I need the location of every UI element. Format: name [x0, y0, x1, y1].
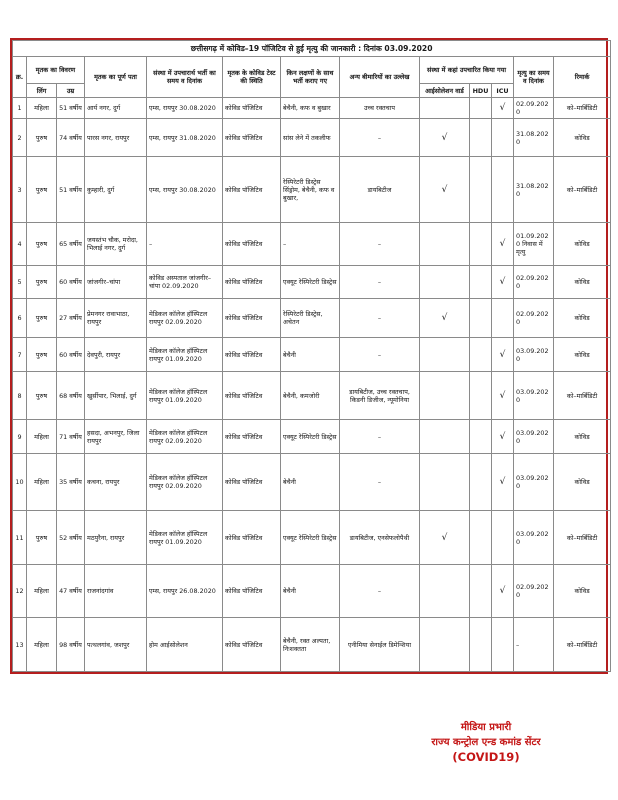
cell-test: कोविड पॉजिटिव [223, 565, 281, 618]
cell-death: 03.09.2020 [514, 511, 554, 565]
cell-address: हसदा, अभनपुर, जिला रायपुर [85, 420, 147, 454]
cell-age: 51 वर्षीय [57, 157, 85, 223]
table-row [13, 98, 611, 119]
cell-hdu [470, 454, 492, 511]
cell-gender: महिला [27, 454, 57, 511]
cell-no: 8 [13, 372, 27, 420]
cell-test: कोविड पॉजिटिव [223, 618, 281, 672]
cell-test: कोविड पॉजिटिव [223, 223, 281, 266]
cell-icu: √ [492, 98, 514, 119]
cell-iso [420, 98, 470, 119]
cell-no: 6 [13, 299, 27, 338]
cell-age: 65 वर्षीय [57, 223, 85, 266]
cell-age: 52 वर्षीय [57, 511, 85, 565]
cell-death: 31.08.2020 [514, 119, 554, 157]
cell-remark: कोविड [554, 119, 611, 157]
cell-death: 31.08.2020 [514, 157, 554, 223]
cell-symptoms: बेचैनी, रक्त अल्पता, निःशक्तता [281, 618, 340, 672]
cell-test: कोविड पॉजिटिव [223, 299, 281, 338]
header-symptoms: किन लक्षणों के साथ भर्ती कराए गए [281, 57, 340, 98]
cell-hdu [470, 618, 492, 672]
cell-symptoms: एक्यूट रेस्पिरेटरी डिस्ट्रेस [281, 420, 340, 454]
cell-address: प्रेमनगर रावाभाठा, रायपुर [85, 299, 147, 338]
cell-other: – [340, 266, 420, 299]
cell-admission: मेडिकल कॉलेज हॉस्पिटल रायपुर 02.09.2020 [147, 454, 223, 511]
cell-gender: पुरुष [27, 372, 57, 420]
cell-address: पारस नगर, रायपुर [85, 119, 147, 157]
cell-icu [492, 299, 514, 338]
cell-iso [420, 338, 470, 372]
cell-death: 03.09.2020 [514, 372, 554, 420]
header-age: उम्र [57, 84, 85, 98]
cell-remark: कोविड [554, 420, 611, 454]
cell-no: 2 [13, 119, 27, 157]
cell-hdu [470, 157, 492, 223]
deaths-report-table [12, 40, 611, 672]
cell-symptoms: बेचैनी [281, 454, 340, 511]
cell-iso: √ [420, 299, 470, 338]
cell-symptoms: रेस्पिरेटरी डिस्ट्रेस सिंड्रोम, बेचैनी, कफ व बुखार, [281, 157, 340, 223]
table-row [13, 119, 611, 157]
cell-symptoms: बेचैनी, कमजोरी [281, 372, 340, 420]
cell-remark: को–मार्बिडिटी [554, 511, 611, 565]
cell-remark: को–मार्बिडिटी [554, 372, 611, 420]
cell-icu: √ [492, 223, 514, 266]
cell-iso [420, 454, 470, 511]
cell-admission: एम्स, रायपुर 31.08.2020 [147, 119, 223, 157]
cell-remark: को–मार्बिडिटी [554, 98, 611, 119]
cell-iso: √ [420, 119, 470, 157]
cell-gender: पुरुष [27, 299, 57, 338]
header-address: मृतक का पूर्ण पता [85, 57, 147, 98]
cell-admission: एम्स, रायपुर 26.08.2020 [147, 565, 223, 618]
cell-remark: कोविड [554, 223, 611, 266]
cell-symptoms: – [281, 223, 340, 266]
cell-icu: √ [492, 565, 514, 618]
cell-hdu [470, 338, 492, 372]
cell-hdu [470, 299, 492, 338]
cell-death: 03.09.2020 [514, 454, 554, 511]
cell-admission: होम आईसोलेशन [147, 618, 223, 672]
header-hdu: HDU [470, 84, 492, 98]
header-gender: लिंग [27, 84, 57, 98]
cell-no: 5 [13, 266, 27, 299]
cell-iso [420, 420, 470, 454]
cell-gender: महिला [27, 98, 57, 119]
cell-age: 68 वर्षीय [57, 372, 85, 420]
cell-address: खुर्सीपार, भिलाई, दुर्ग [85, 372, 147, 420]
footer-control-center: राज्य कन्ट्रोल एन्ड कमांड सेंटर [431, 737, 541, 748]
cell-iso: √ [420, 157, 470, 223]
cell-gender: महिला [27, 420, 57, 454]
deaths-report-table-frame [10, 38, 608, 674]
cell-no: 13 [13, 618, 27, 672]
table-row [13, 420, 611, 454]
cell-icu [492, 618, 514, 672]
cell-other: – [340, 420, 420, 454]
cell-icu: √ [492, 372, 514, 420]
header-deceased-detail: मृतक का विवरण [27, 57, 85, 84]
cell-test: कोविड पॉजिटिव [223, 454, 281, 511]
cell-other: – [340, 223, 420, 266]
cell-other: डायबिटीज [340, 157, 420, 223]
cell-remark: को–मार्बिडिटी [554, 618, 611, 672]
header-admission: संस्था में उपचारार्थ भर्ती का समय व दिनांक [147, 57, 223, 98]
cell-hdu [470, 372, 492, 420]
cell-symptoms: एक्यूट रेस्पिरेटरी डिस्ट्रेस [281, 266, 340, 299]
cell-gender: महिला [27, 565, 57, 618]
cell-no: 10 [13, 454, 27, 511]
cell-age: 51 वर्षीय [57, 98, 85, 119]
cell-address: पत्थलगांव, जशपुर [85, 618, 147, 672]
cell-symptoms: बेचैनी [281, 565, 340, 618]
footer-media-incharge: मीडिया प्रभारी [460, 722, 512, 733]
cell-address: आर्य नगर, दुर्ग [85, 98, 147, 119]
cell-test: कोविड पॉजिटिव [223, 372, 281, 420]
cell-gender: पुरुष [27, 338, 57, 372]
table-row [13, 157, 611, 223]
header-treated-where: संस्था में कहां उपचारित किया गया [420, 57, 514, 84]
cell-test: कोविड पॉजिटिव [223, 266, 281, 299]
cell-other: डायबिटीज, एनसेफलोपैथी [340, 511, 420, 565]
header-remark: रिमार्क [554, 57, 611, 98]
header-sno: क्र. [13, 57, 27, 98]
cell-icu: √ [492, 420, 514, 454]
cell-icu: √ [492, 266, 514, 299]
cell-icu [492, 511, 514, 565]
cell-admission: मेडिकल कॉलेज हॉस्पिटल रायपुर 01.09.2020 [147, 338, 223, 372]
report-title: छत्तीसगढ़ में कोविड–19 पॉजिटिव से हुई मृत्यु की जानकारी : दिनांक 03.09.2020 [13, 41, 611, 57]
cell-hdu [470, 266, 492, 299]
header-test-status: मृतक के कोविड टेस्ट की स्थिति [223, 57, 281, 98]
cell-other: उच्च रक्तचाप [340, 98, 420, 119]
cell-test: कोविड पॉजिटिव [223, 511, 281, 565]
header-icu: ICU [492, 84, 514, 98]
cell-icu [492, 157, 514, 223]
cell-age: 27 वर्षीय [57, 299, 85, 338]
cell-gender: पुरुष [27, 266, 57, 299]
table-body [13, 98, 611, 672]
cell-other: – [340, 454, 420, 511]
cell-icu: √ [492, 338, 514, 372]
cell-remark: कोविड [554, 338, 611, 372]
cell-icu: √ [492, 454, 514, 511]
cell-test: कोविड पॉजिटिव [223, 157, 281, 223]
cell-symptoms: बेचैनी [281, 338, 340, 372]
cell-death: 03.09.2020 [514, 338, 554, 372]
cell-address: मठपुरैना, रायपुर [85, 511, 147, 565]
cell-death: – [514, 618, 554, 672]
cell-no: 1 [13, 98, 27, 119]
cell-symptoms: बेचैनी, कफ व बुखार [281, 98, 340, 119]
header-death-time: मृत्यु का समय व दिनांक [514, 57, 554, 98]
cell-symptoms: रेस्पिरेटरी डिस्ट्रेस, अचेतन [281, 299, 340, 338]
cell-age: 71 वर्षीय [57, 420, 85, 454]
signature-block [396, 720, 576, 765]
table-row [13, 454, 611, 511]
cell-age: 74 वर्षीय [57, 119, 85, 157]
cell-address: राजनांदगांव [85, 565, 147, 618]
cell-death: 02.09.2020 [514, 266, 554, 299]
cell-no: 12 [13, 565, 27, 618]
cell-iso [420, 618, 470, 672]
cell-other: – [340, 119, 420, 157]
cell-admission: मेडिकल कॉलेज हॉस्पिटल रायपुर 01.09.2020 [147, 372, 223, 420]
header-isolation-ward: आईसोलेशन वार्ड [420, 84, 470, 98]
cell-admission: – [147, 223, 223, 266]
cell-iso: √ [420, 511, 470, 565]
cell-iso [420, 266, 470, 299]
cell-age: 35 वर्षीय [57, 454, 85, 511]
cell-address: जांजगीर–चांपा [85, 266, 147, 299]
cell-iso [420, 372, 470, 420]
cell-death: 02.09.2020 [514, 299, 554, 338]
cell-gender: पुरुष [27, 157, 57, 223]
cell-admission: मेडिकल कॉलेज हॉस्पिटल रायपुर 02.09.2020 [147, 299, 223, 338]
cell-iso [420, 565, 470, 618]
cell-remark: कोविड [554, 266, 611, 299]
table-row [13, 511, 611, 565]
cell-age: 98 वर्षीय [57, 618, 85, 672]
cell-no: 9 [13, 420, 27, 454]
cell-age: 60 वर्षीय [57, 338, 85, 372]
cell-hdu [470, 420, 492, 454]
cell-gender: महिला [27, 618, 57, 672]
cell-admission: मेडिकल कॉलेज हॉस्पिटल रायपुर 02.09.2020 [147, 420, 223, 454]
cell-no: 4 [13, 223, 27, 266]
cell-death: 01.09.2020 निवास में मृत्यु [514, 223, 554, 266]
cell-death: 02.09.2020 [514, 98, 554, 119]
cell-other: – [340, 299, 420, 338]
cell-remark: को–मार्बिडिटी [554, 157, 611, 223]
cell-test: कोविड पॉजिटिव [223, 420, 281, 454]
cell-hdu [470, 119, 492, 157]
cell-age: 60 वर्षीय [57, 266, 85, 299]
cell-other: – [340, 338, 420, 372]
cell-test: कोविड पॉजिटिव [223, 338, 281, 372]
cell-hdu [470, 98, 492, 119]
cell-other: एनीमिया सेनाईल डिमेन्शिया [340, 618, 420, 672]
cell-other: डायबिटीज, उच्च रक्तचाप, किडनी डिजीज, न्यूमोनिया [340, 372, 420, 420]
cell-other: – [340, 565, 420, 618]
header-other-illness: अन्य बीमारियों का उल्लेख [340, 57, 420, 98]
table-row [13, 223, 611, 266]
footer-covid19: (COVID19) [452, 750, 520, 764]
cell-test: कोविड पॉजिटिव [223, 119, 281, 157]
cell-death: 03.09.2020 [514, 420, 554, 454]
cell-test: कोविड पॉजिटिव [223, 98, 281, 119]
cell-address: जयस्तंभ चौक, मरोदा, भिलाई नगर, दुर्ग [85, 223, 147, 266]
cell-no: 7 [13, 338, 27, 372]
table-row [13, 299, 611, 338]
cell-admission: एम्स, रायपुर 30.08.2020 [147, 157, 223, 223]
cell-symptoms: सांस लेने में तकलीफ [281, 119, 340, 157]
cell-hdu [470, 565, 492, 618]
cell-address: देवपुरी, रायपुर [85, 338, 147, 372]
cell-gender: पुरुष [27, 223, 57, 266]
cell-gender: पुरुष [27, 119, 57, 157]
cell-admission: कोविड अस्पताल जांजगीर–चांपा 02.09.2020 [147, 266, 223, 299]
cell-hdu [470, 511, 492, 565]
cell-icu [492, 119, 514, 157]
table-row [13, 618, 611, 672]
cell-address: कुम्हारी, दुर्ग [85, 157, 147, 223]
cell-address: कचना, रायपुर [85, 454, 147, 511]
cell-hdu [470, 223, 492, 266]
cell-symptoms: एक्यूट रेस्पिरेटरी डिस्ट्रेस [281, 511, 340, 565]
cell-remark: कोविड [554, 565, 611, 618]
cell-iso [420, 223, 470, 266]
cell-admission: मेडिकल कॉलेज हॉस्पिटल रायपुर 01.09.2020 [147, 511, 223, 565]
table-row [13, 266, 611, 299]
cell-remark: कोविड [554, 299, 611, 338]
cell-age: 47 वर्षीय [57, 565, 85, 618]
cell-death: 02.09.2020 [514, 565, 554, 618]
cell-admission: एम्स, रायपुर 30.08.2020 [147, 98, 223, 119]
table-row [13, 338, 611, 372]
table-row [13, 372, 611, 420]
cell-gender: पुरुष [27, 511, 57, 565]
table-row [13, 565, 611, 618]
cell-no: 11 [13, 511, 27, 565]
cell-remark: कोविड [554, 454, 611, 511]
cell-no: 3 [13, 157, 27, 223]
